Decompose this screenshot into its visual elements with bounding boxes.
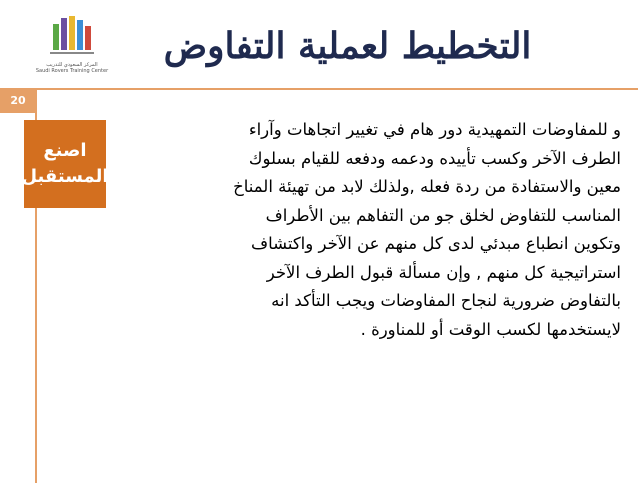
logo-caption-arabic: المركز السعودي للتدريب <box>46 62 98 68</box>
body-line: وتكوين انطباع مبدئي لدى كل منهم عن الآخر واكتشاف <box>251 234 621 253</box>
body-paragraph <box>116 116 621 344</box>
body-line: استراتيجية كل منهم , وإن مسألة قبول الطرف الآخر <box>266 262 621 282</box>
body-line: لايستخدمها لكسب الوقت أو للمناورة . <box>360 319 621 339</box>
slide-title: التخطيط لعملية التفاوض <box>163 25 532 67</box>
page-number: 20 <box>0 89 36 113</box>
badge-line-2: المستقبل <box>21 166 109 187</box>
logo-caption-english: Saudi Rovers Training Center <box>35 68 109 74</box>
logo-caption <box>34 62 110 74</box>
body-line: بالتفاوض ضرورية لنجاح المفاوضات ويجب التأكد انه <box>271 291 621 310</box>
body-line: و للمفاوضات التمهيدية دور هام في تغيير اتجاهات وآراء <box>248 120 621 139</box>
horizontal-divider <box>0 88 638 90</box>
badge-box <box>21 120 109 208</box>
badge-line-1: اصنع <box>43 140 87 161</box>
body-line: الطرف الآخر وكسب تأييده ودعمه ودفعه للقيام بسلوك <box>248 148 621 168</box>
body-line: المناسب للتفاوض لخلق جو من التفاهم بين الأطراف <box>265 205 621 225</box>
body-line: معين والاستفادة من ردة فعله ,ولذلك لابد من تهيئة المناخ <box>233 177 621 196</box>
